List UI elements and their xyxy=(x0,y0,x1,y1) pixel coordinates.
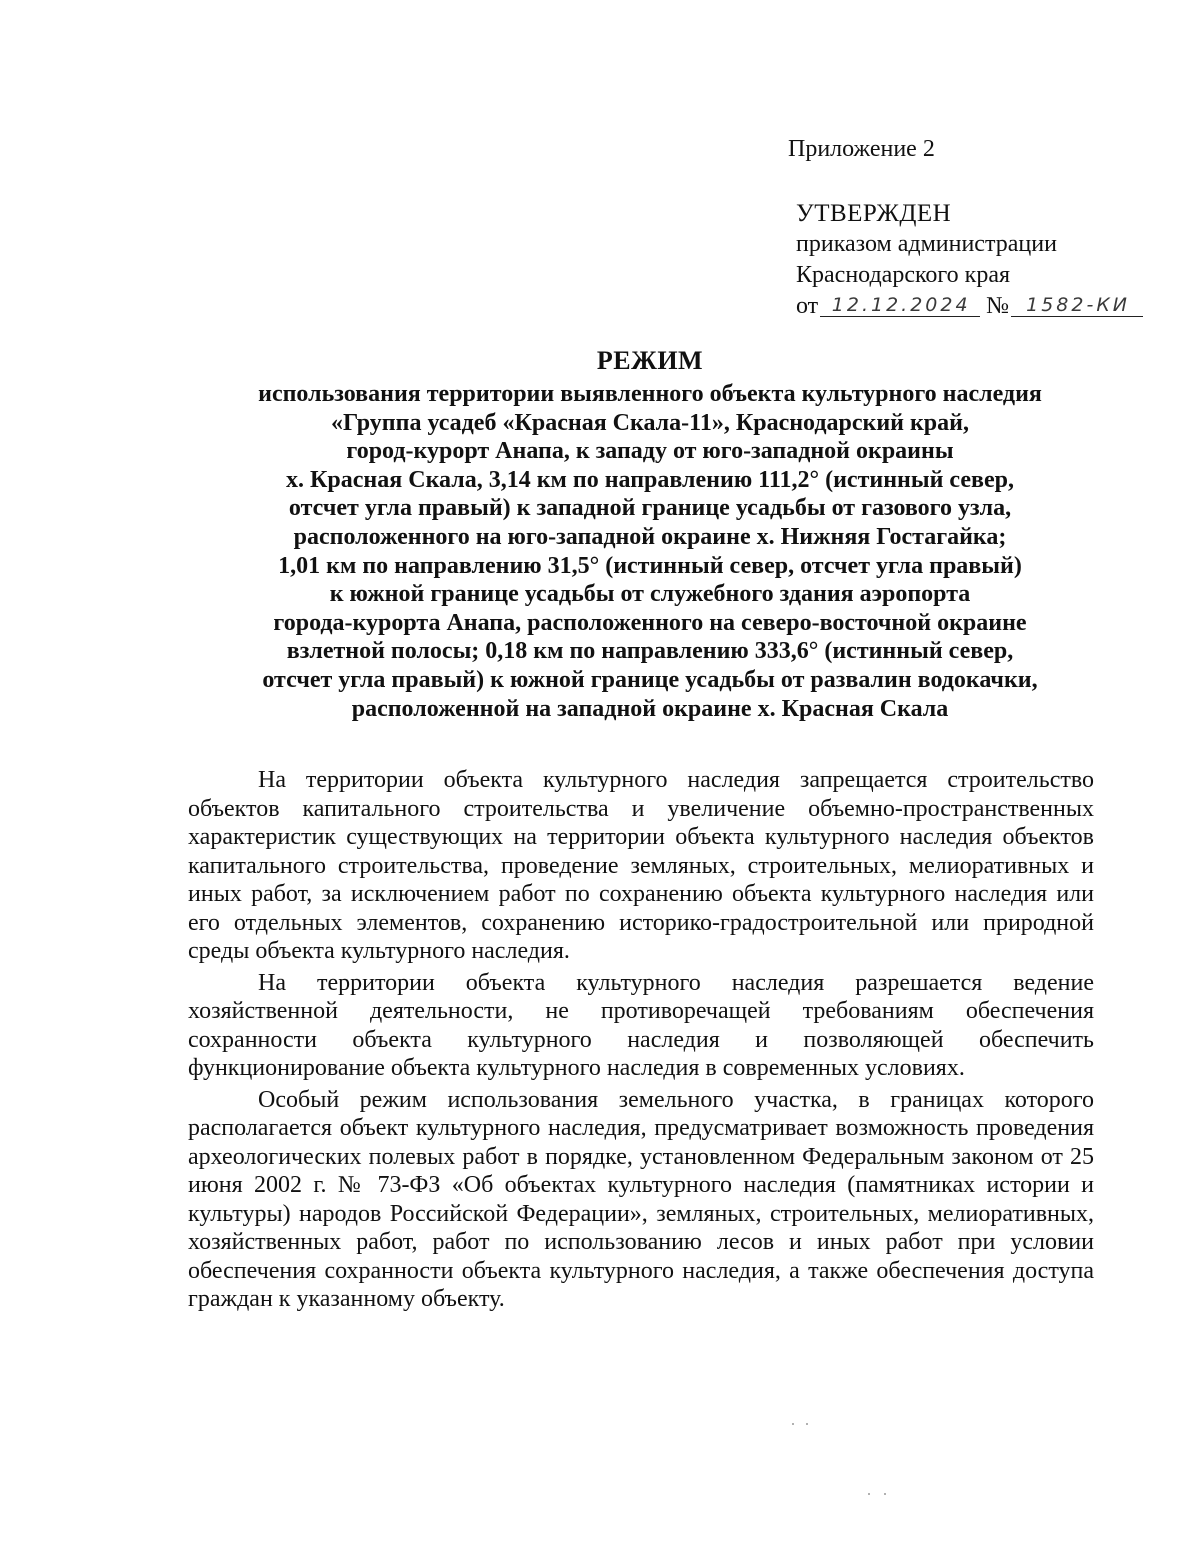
date-prefix: от xyxy=(796,293,819,319)
scan-speck xyxy=(884,1493,886,1495)
body-paragraph-prohibitions: На территории объекта культурного наследия запрещается строительство объектов капитального строительства и увеличение объемно-пространственных характеристик существующих на территории объекта культурного наследия объектов капитального строительства, проведение земляных, строительных, мелиоративных и иных работ, за исключением работ по сохранению объекта культурного наследия или его отдельных элементов, сохранению историко-градостроительной или природной среды объекта культурного наследия. xyxy=(188,767,1094,964)
approval-date-line xyxy=(796,291,1143,322)
approval-line-1: приказом администрации xyxy=(796,231,1057,257)
subtitle-line: город-курорт Анапа, к западу от юго-западной окраины xyxy=(346,438,954,465)
document-title: РЕЖИМ xyxy=(596,346,704,375)
subtitle-line: взлетной полосы; 0,18 км по направлению 333,6° (истинный север, xyxy=(286,638,1014,665)
scan-speck xyxy=(792,1423,794,1425)
handwritten-date: 12.12.2024 xyxy=(820,294,980,317)
subtitle-line: города-курорта Анапа, расположенного на северо-восточной окраине xyxy=(273,609,1027,636)
body-paragraph-permissions: На территории объекта культурного наследия разрешается ведение хозяйственной деятельности, не противоречащей требованиям обеспечения сохранности объекта культурного наследия и позволяющей обеспечить функционирование объекта культурного наследия в современных условиях. xyxy=(188,969,1094,1081)
document-body xyxy=(188,766,1094,1317)
document-subtitle xyxy=(160,380,1140,723)
subtitle-line: отсчет угла правый) к западной границе усадьбы от газового узла, xyxy=(288,495,1012,522)
subtitle-line: 1,01 км по направлению 31,5° (истинный север, отсчет угла правый) xyxy=(278,552,1022,579)
approved-label: УТВЕРЖДЕН xyxy=(796,200,952,227)
approval-line-2: Краснодарского края xyxy=(796,262,1011,288)
subtitle-line: использования территории выявленного объекта культурного наследия xyxy=(258,381,1042,407)
approval-stamp-block xyxy=(796,198,1143,322)
number-sign: № xyxy=(986,293,1010,319)
handwritten-number: 1582-КИ xyxy=(1011,294,1143,317)
subtitle-line: расположенного на юго-западной окраине х. Нижняя Гостагайка; xyxy=(293,523,1007,550)
scan-speck xyxy=(868,1493,870,1495)
scan-speck xyxy=(806,1423,808,1425)
subtitle-line: к южной границе усадьбы от служебного здания аэропорта xyxy=(329,581,971,608)
body-paragraph-special-regime: Особый режим использования земельного участка, в границах которого располагается объект культурного наследия, предусматривает возможность проведения археологических полевых работ в порядке, установленном Федеральным законом от 25 июня 2002 г. № 73-ФЗ «Об объектах культурного наследия (памятниках истории и культуры) народов Российской Федерации», земляных, строительных, мелиоративных, хозяйственных работ, работ по использованию лесов и иных работ при условии обеспечения сохранности объекта культурного наследия, а также обеспечения доступа граждан к указанному объекту. xyxy=(188,1086,1094,1312)
subtitle-line: «Группа усадеб «Красная Скала-11», Краснодарский край, xyxy=(331,409,969,436)
subtitle-line: х. Красная Скала, 3,14 км по направлению 111,2° (истинный север, xyxy=(286,466,1014,493)
appendix-label: Приложение 2 xyxy=(788,136,935,162)
subtitle-line: расположенной на западной окраине х. Красная Скала xyxy=(351,695,949,722)
subtitle-line: отсчет угла правый) к южной границе усадьбы от развалин водокачки, xyxy=(262,666,1038,693)
